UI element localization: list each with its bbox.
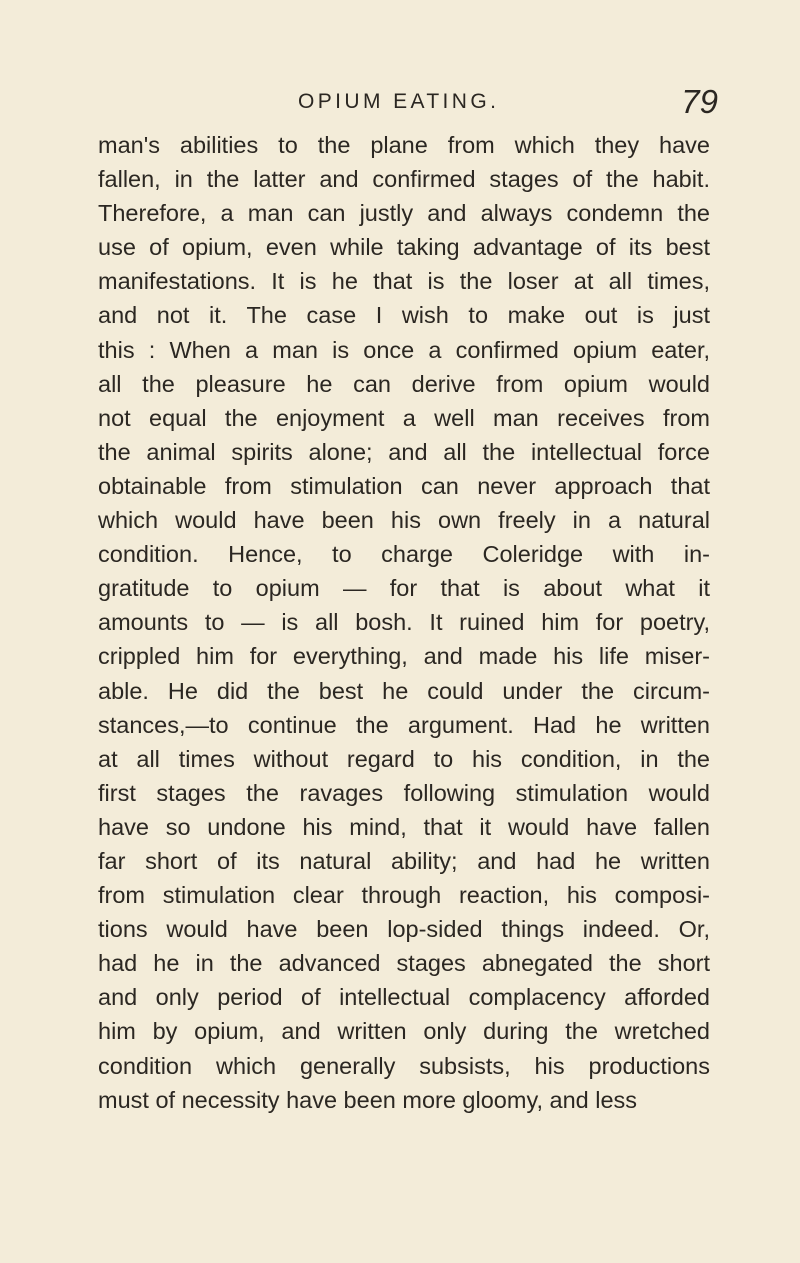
text-line: must of necessity have been more gloomy, and less: [98, 1086, 638, 1113]
text-line: crippled him for everything, and made his life miser-: [98, 643, 710, 670]
text-line: at all times without regard to his condition, in the: [98, 745, 710, 772]
text-line: not equal the enjoyment a well man receives from: [98, 404, 710, 431]
running-head: [298, 83, 718, 123]
text-line: have so undone his mind, that it would have fallen: [98, 813, 710, 840]
text-line: amounts to — is all bosh. It ruined him for poetry,: [98, 609, 710, 636]
text-line: this : When a man is once a confirmed opium eater,: [98, 336, 710, 363]
text-line: fallen, in the latter and confirmed stages of the habit.: [98, 166, 710, 193]
text-line: which would have been his own freely in a natural: [98, 507, 710, 534]
text-line: had he in the advanced stages abnegated the short: [98, 950, 710, 977]
text-line: able. He did the best he could under the circum-: [98, 677, 710, 704]
text-line: obtainable from stimulation can never approach that: [98, 472, 710, 499]
text-line: man's abilities to the plane from which they have: [98, 132, 710, 158]
text-line: manifestations. It is he that is the loser at all times,: [98, 268, 710, 295]
text-line: gratitude to opium — for that is about what it: [98, 575, 710, 602]
text-line: tions would have been lop-sided things indeed. Or,: [98, 916, 710, 943]
page-number: 79: [681, 83, 718, 120]
text-line: condition which generally subsists, his productions: [98, 1052, 710, 1079]
text-line: first stages the ravages following stimulation would: [98, 779, 710, 806]
text-line: stances,—to continue the argument. Had he written: [98, 711, 710, 738]
text-line: him by opium, and written only during the wretched: [98, 1018, 710, 1045]
text-line: and only period of intellectual complacency afforded: [98, 984, 710, 1011]
text-line: all the pleasure he can derive from opium would: [98, 370, 710, 397]
text-line: use of opium, even while taking advantage of its best: [98, 234, 710, 261]
text-line: far short of its natural ability; and had he written: [98, 847, 710, 874]
text-line: Therefore, a man can justly and always condemn the: [98, 200, 710, 227]
body-text: [98, 128, 710, 1117]
text-line: and not it. The case I wish to make out is just: [98, 302, 710, 329]
text-line: the animal spirits alone; and all the intellectual force: [98, 438, 710, 465]
text-line: condition. Hence, to charge Coleridge with in-: [98, 541, 710, 568]
text-line: from stimulation clear through reaction, his composi-: [98, 882, 710, 909]
running-title: OPIUM EATING.: [298, 90, 500, 113]
